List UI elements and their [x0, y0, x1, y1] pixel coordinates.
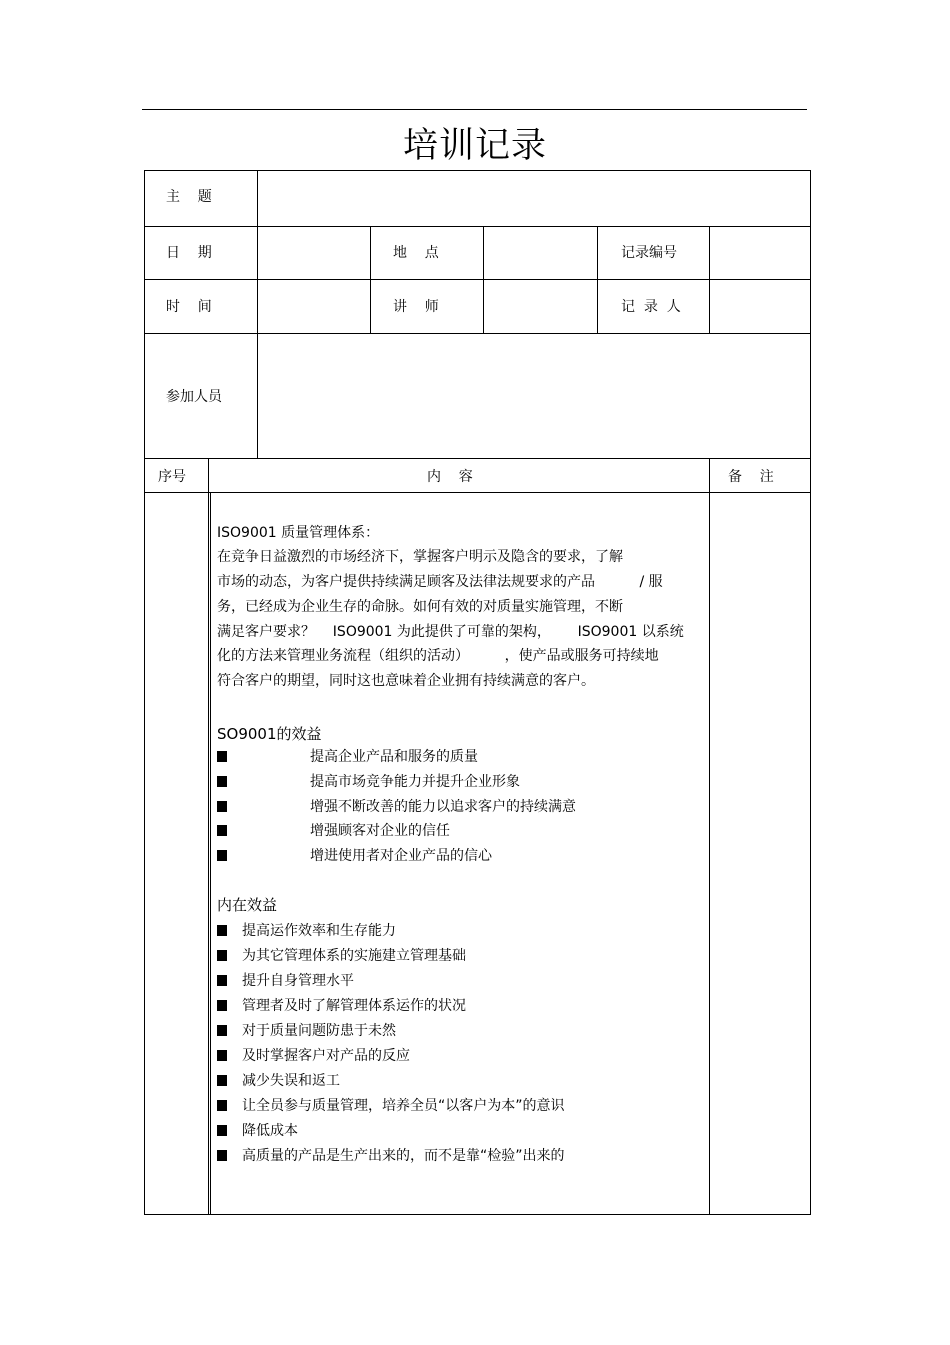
bullet-icon	[217, 1100, 227, 1111]
list-item	[217, 1020, 396, 1040]
table-line	[144, 333, 811, 334]
list-item	[217, 1120, 298, 1140]
table-line	[597, 226, 598, 334]
list-item	[217, 1095, 565, 1115]
list-item	[217, 920, 396, 940]
label-time: 时 间	[166, 299, 212, 315]
paragraph-line: 市场的动态，为客户提供持续满足顾客及法律法规要求的产品 / 服	[217, 574, 663, 590]
table-line	[709, 226, 710, 334]
label-subject: 主 题	[166, 189, 212, 205]
label-content: 内 容	[427, 469, 473, 485]
list-item-text: 增强顾客对企业的信任	[310, 823, 450, 839]
list-item	[217, 845, 492, 865]
list-item-text: 减少失误和返工	[242, 1073, 340, 1089]
list-item-text: 让全员参与质量管理，培养全员“以客户为本”的意识	[242, 1098, 565, 1114]
paragraph-line: 化的方法来管理业务流程（组织的活动） ，使产品或服务可持续地	[217, 648, 659, 664]
table-line	[144, 170, 811, 171]
label-participants: 参加人员	[166, 389, 222, 405]
header-rule	[142, 109, 807, 110]
table-line	[709, 458, 710, 1215]
paragraph-line: 在竞争日益激烈的市场经济下，掌握客户明示及隐含的要求，了解	[217, 549, 623, 565]
list-item	[217, 1045, 410, 1065]
bullet-icon	[217, 850, 227, 861]
list-item	[217, 1070, 340, 1090]
table-line	[483, 226, 484, 334]
bullet-icon	[217, 1025, 227, 1036]
bullet-icon	[217, 925, 227, 936]
label-remarks: 备 注	[728, 469, 774, 485]
label-location: 地 点	[393, 245, 439, 261]
table-line	[144, 279, 811, 280]
list-item-text: 为其它管理体系的实施建立管理基础	[242, 948, 466, 964]
list-item-text: 管理者及时了解管理体系运作的状况	[242, 998, 466, 1014]
label-date: 日 期	[166, 245, 212, 261]
table-line	[257, 170, 258, 459]
table-line	[144, 226, 811, 227]
bullet-icon	[217, 1050, 227, 1061]
paragraph-line: 务，已经成为企业生存的命脉。如何有效的对质量实施管理，不断	[217, 599, 623, 615]
table-line	[144, 492, 811, 493]
bullet-icon	[217, 1125, 227, 1136]
table-line	[810, 170, 811, 1215]
label-record-no: 记录编号	[621, 245, 677, 261]
label-seq: 序号	[158, 469, 186, 485]
table-line	[144, 1214, 811, 1215]
bullet-icon	[217, 751, 227, 762]
benefits-heading: SO9001的效益	[217, 725, 322, 743]
bullet-icon	[217, 1075, 227, 1086]
list-item-text: 高质量的产品是生产出来的，而不是靠“检验”出来的	[242, 1148, 565, 1164]
bullet-icon	[217, 801, 227, 812]
label-lecturer: 讲 师	[393, 299, 439, 315]
table-line	[144, 458, 811, 459]
list-item	[217, 796, 576, 816]
list-item	[217, 746, 478, 766]
bullet-icon	[217, 950, 227, 961]
list-item-text: 增进使用者对企业产品的信心	[310, 848, 492, 864]
list-item-text: 提高企业产品和服务的质量	[310, 749, 478, 765]
list-item	[217, 1145, 565, 1165]
list-item	[217, 945, 466, 965]
list-item	[217, 970, 354, 990]
table-line	[210, 492, 211, 1215]
list-item-text: 增强不断改善的能力以追求客户的持续满意	[310, 799, 576, 815]
table-line	[208, 458, 209, 1215]
internal-heading: 内在效益	[217, 896, 278, 914]
bullet-icon	[217, 975, 227, 986]
list-item-text: 及时掌握客户对产品的反应	[242, 1048, 410, 1064]
list-item-text: 提高运作效率和生存能力	[242, 923, 396, 939]
table-line	[144, 170, 145, 1215]
list-item	[217, 995, 466, 1015]
list-item-text: 提高市场竞争能力并提升企业形象	[310, 774, 520, 790]
page-title: 培训记录	[402, 126, 547, 166]
paragraph-line: 符合客户的期望，同时这也意味着企业拥有持续满意的客户。	[217, 673, 595, 689]
bullet-icon	[217, 825, 227, 836]
bullet-icon	[217, 1000, 227, 1011]
iso-heading: ISO9001 质量管理体系：	[217, 525, 380, 541]
list-item-text: 提升自身管理水平	[242, 973, 354, 989]
list-item-text: 对于质量问题防患于未然	[242, 1023, 396, 1039]
list-item-text: 降低成本	[242, 1123, 298, 1139]
paragraph-line: 满足客户要求？ ISO9001 为此提供了可靠的架构， ISO9001 以系统	[217, 624, 684, 640]
label-recorder: 记 录 人	[621, 299, 681, 315]
table-line	[370, 226, 371, 334]
list-item	[217, 820, 450, 840]
list-item	[217, 771, 520, 791]
bullet-icon	[217, 776, 227, 787]
bullet-icon	[217, 1150, 227, 1161]
